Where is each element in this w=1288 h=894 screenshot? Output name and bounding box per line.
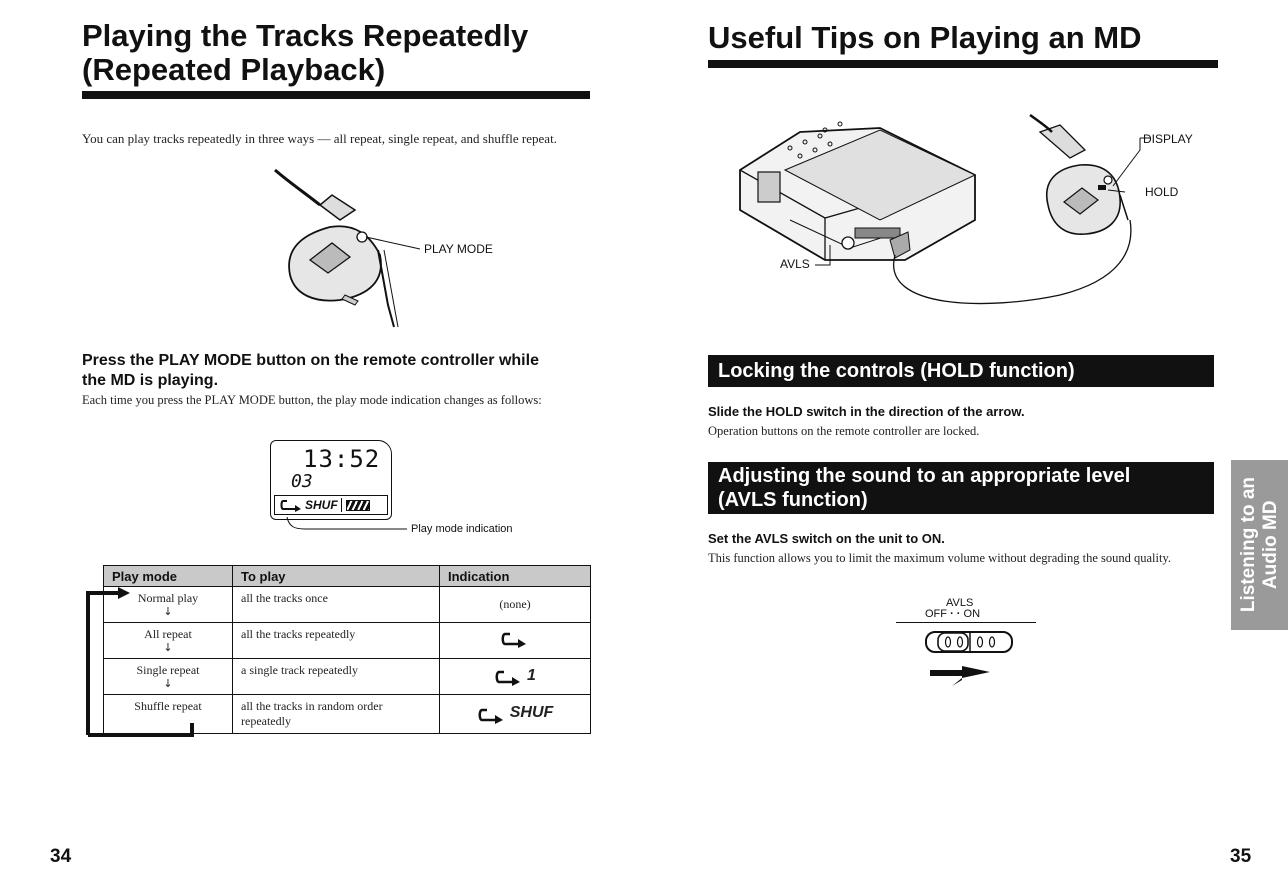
to-play-cell: all the tracks once	[233, 587, 440, 623]
table-header: Play mode	[104, 566, 233, 587]
single-indicator: 1	[527, 666, 536, 684]
repeat-icon	[500, 630, 530, 648]
to-play-cell: all the tracks repeatedly	[233, 623, 440, 659]
avls-off-label: OFF	[925, 608, 947, 620]
table-row	[104, 623, 591, 659]
play-mode-callout: PLAY MODE	[424, 242, 493, 256]
left-step-heading	[82, 351, 539, 391]
avls-text: This function allows you to limit the maximum volume without degrading the sound quality.	[708, 551, 1172, 565]
mode-label: Normal play	[137, 591, 199, 605]
battery-icon	[346, 500, 370, 511]
left-title-line1: Playing the Tracks Repeatedly	[82, 18, 529, 53]
hold-text: Operation buttons on the remote controller are locked.	[708, 424, 980, 438]
avls-rule	[896, 622, 1036, 623]
right-page-number: 35	[1230, 846, 1252, 867]
play-mode-indication-callout: Play mode indication	[411, 523, 513, 535]
dot-icon: ·	[956, 608, 961, 620]
left-intro: You can play tracks repeatedly in three ways — all repeat, single repeat, and shuffle repeat.	[82, 131, 557, 146]
avls-switch-label: AVLS	[946, 597, 974, 609]
table-header: To play	[233, 566, 440, 587]
lcd-time: 13:52	[303, 445, 381, 473]
play-mode-table	[103, 565, 591, 734]
display-callout: DISPLAY	[1143, 132, 1193, 146]
lcd-mode-strip	[274, 495, 388, 515]
hold-heading: Slide the HOLD switch in the direction of the arrow.	[708, 404, 1025, 419]
lcd-shuf: SHUF	[305, 498, 342, 512]
avls-off-on-row	[925, 608, 980, 620]
dot-icon: ·	[950, 608, 954, 620]
down-arrow-icon: ↓	[163, 641, 173, 654]
indication-cell	[440, 659, 591, 695]
md-player-illustration	[730, 110, 1150, 325]
repeat-icon	[494, 668, 524, 686]
table-row	[104, 695, 591, 734]
table-row	[104, 659, 591, 695]
mode-cell	[104, 623, 233, 659]
down-arrow-icon: ↓	[163, 605, 173, 618]
indication-cell	[440, 695, 591, 734]
table-header-row	[104, 566, 591, 587]
mode-cell	[104, 659, 233, 695]
to-play-line: repeatedly	[241, 714, 291, 728]
avls-band-line1: Adjusting the sound to an appropriate level	[718, 465, 1131, 487]
left-title-line2: (Repeated Playback)	[82, 52, 386, 88]
indication-cell: (none)	[440, 587, 591, 623]
right-title-rule	[708, 60, 1218, 68]
hold-callout: HOLD	[1145, 185, 1179, 199]
repeat-icon	[477, 706, 507, 724]
avls-section-band	[708, 462, 1214, 514]
chapter-side-tab	[1231, 460, 1288, 630]
avls-heading: Set the AVLS switch on the unit to ON.	[708, 531, 945, 546]
to-play-cell	[233, 695, 440, 734]
table-header: Indication	[440, 566, 591, 587]
avls-callout: AVLS	[780, 257, 810, 271]
hold-section-band: Locking the controls (HOLD function)	[708, 355, 1214, 387]
left-page-number: 34	[50, 846, 72, 867]
mode-label: All repeat	[144, 627, 192, 641]
lcd-track: 03	[291, 471, 313, 492]
left-step-text: Each time you press the PLAY MODE button, the play mode indication changes as follows:	[82, 393, 542, 407]
to-play-line: all the tracks in random order	[241, 699, 383, 713]
lcd-callout-line	[285, 515, 410, 535]
mode-cell: Shuffle repeat	[104, 695, 233, 734]
left-step-heading-line2: the MD is playing.	[82, 372, 219, 389]
mode-cell	[104, 587, 233, 623]
chapter-side-tab-label: Listening to an Audio MD	[1237, 477, 1281, 613]
left-page-title	[82, 19, 528, 87]
repeat-icon	[279, 498, 305, 512]
avls-slide-switch	[922, 628, 1022, 690]
left-title-rule	[82, 91, 590, 99]
down-arrow-icon: ↓	[163, 677, 173, 690]
to-play-cell: a single track repeatedly	[233, 659, 440, 695]
right-page-title: Useful Tips on Playing an MD	[708, 20, 1142, 55]
avls-on-label: ON	[963, 608, 981, 620]
avls-band-line2: (AVLS function)	[718, 489, 868, 511]
mode-label: Single repeat	[136, 663, 200, 677]
lcd-display	[270, 440, 392, 520]
left-step-heading-line1: Press the PLAY MODE button on the remote controller while	[82, 352, 539, 369]
indication-cell	[440, 623, 591, 659]
table-row	[104, 587, 591, 623]
shuf-indicator: SHUF	[509, 704, 554, 722]
